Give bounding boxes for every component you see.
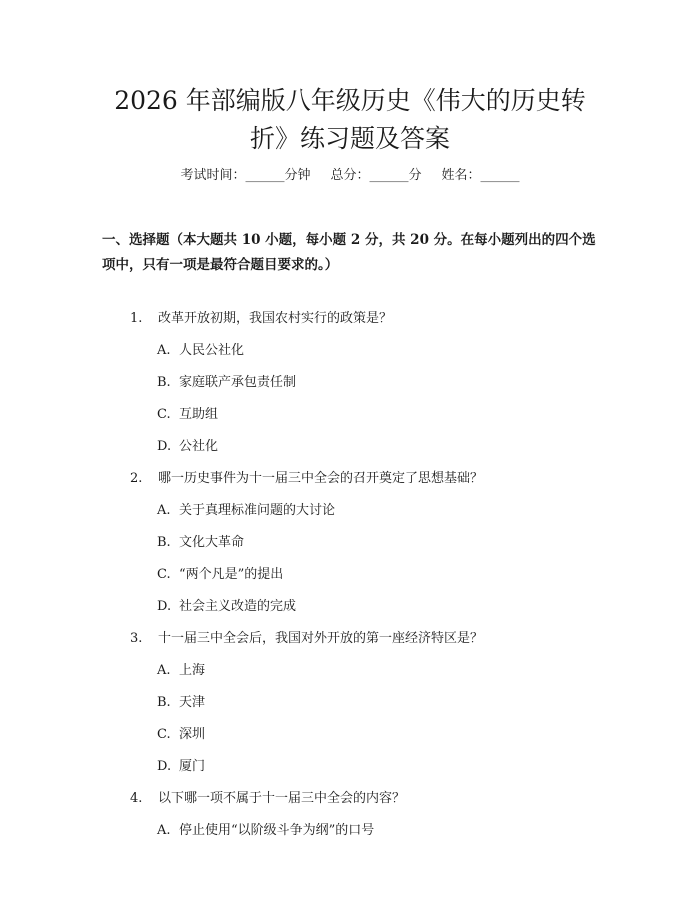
question-3-option-a — [157, 661, 205, 681]
option-letter: A. — [157, 823, 171, 838]
option-letter: D. — [157, 599, 172, 614]
option-text: 人民公社化 — [179, 343, 245, 358]
option-text: 深圳 — [179, 727, 206, 742]
option-letter: B. — [157, 375, 171, 390]
student-name-field: 姓名：______ — [441, 168, 520, 183]
option-letter: A. — [157, 503, 171, 518]
question-number: 3. — [130, 631, 143, 646]
question-number: 4. — [130, 791, 143, 806]
question-4 — [130, 789, 405, 809]
exam-time-field: 考试时间：______分钟 — [180, 168, 311, 183]
option-text: 公社化 — [179, 439, 219, 454]
option-text: 社会主义改造的完成 — [179, 599, 297, 614]
question-1-option-d — [157, 437, 218, 457]
option-text: 厦门 — [179, 759, 206, 774]
page-title-line-1: 2026 年部编版八年级历史《伟大的历史转 — [114, 86, 586, 115]
exam-meta — [0, 166, 700, 186]
question-1-option-c — [157, 405, 218, 425]
option-letter: A. — [157, 343, 171, 358]
option-letter: B. — [157, 535, 171, 550]
option-text: 家庭联产承包责任制 — [179, 375, 297, 390]
question-1-option-b — [157, 373, 296, 393]
option-letter: B. — [157, 695, 171, 710]
question-2-option-d — [157, 597, 296, 617]
option-text: 停止使用“以阶级斗争为纲”的口号 — [179, 823, 375, 838]
option-letter: C. — [157, 727, 171, 742]
option-letter: C. — [157, 567, 171, 582]
option-text: 关于真理标准问题的大讨论 — [179, 503, 336, 518]
question-2-option-a — [157, 501, 335, 521]
option-text: 互助组 — [179, 407, 219, 422]
question-3-option-b — [157, 693, 205, 713]
total-score-field: 总分：______分 — [330, 168, 422, 183]
question-4-option-a — [157, 821, 374, 841]
question-3 — [130, 629, 483, 649]
option-text: 天津 — [179, 695, 206, 710]
question-number: 1. — [130, 311, 143, 326]
option-letter: A. — [157, 663, 171, 678]
option-letter: D. — [157, 759, 172, 774]
page-title-line-2: 折》练习题及答案 — [249, 124, 450, 153]
question-1 — [130, 309, 392, 329]
section-heading-multiple-choice: 一、选择题（本大题共 10 小题，每小题 2 分，共 20 分。在每小题列出的四个选项中，只有一项是最符合题目要求的。） — [102, 232, 596, 273]
question-1-option-a — [157, 341, 244, 361]
option-text: 上海 — [179, 663, 206, 678]
question-3-option-c — [157, 725, 205, 745]
option-letter: C. — [157, 407, 171, 422]
option-text: 文化大革命 — [179, 535, 245, 550]
question-2-option-b — [157, 533, 244, 553]
question-text: 改革开放初期，我国农村实行的政策是？ — [158, 311, 393, 326]
question-3-option-d — [157, 757, 205, 777]
question-text: 以下哪一项不属于十一届三中全会的内容？ — [158, 791, 406, 806]
question-number: 2. — [130, 471, 143, 486]
option-letter: D. — [157, 439, 172, 454]
question-text: 哪一历史事件为十一届三中全会的召开奠定了思想基础？ — [158, 471, 484, 486]
question-text: 十一届三中全会后，我国对外开放的第一座经济特区是？ — [158, 631, 484, 646]
question-2-option-c — [157, 565, 283, 585]
option-text: “两个凡是”的提出 — [179, 567, 284, 582]
question-2 — [130, 469, 483, 489]
